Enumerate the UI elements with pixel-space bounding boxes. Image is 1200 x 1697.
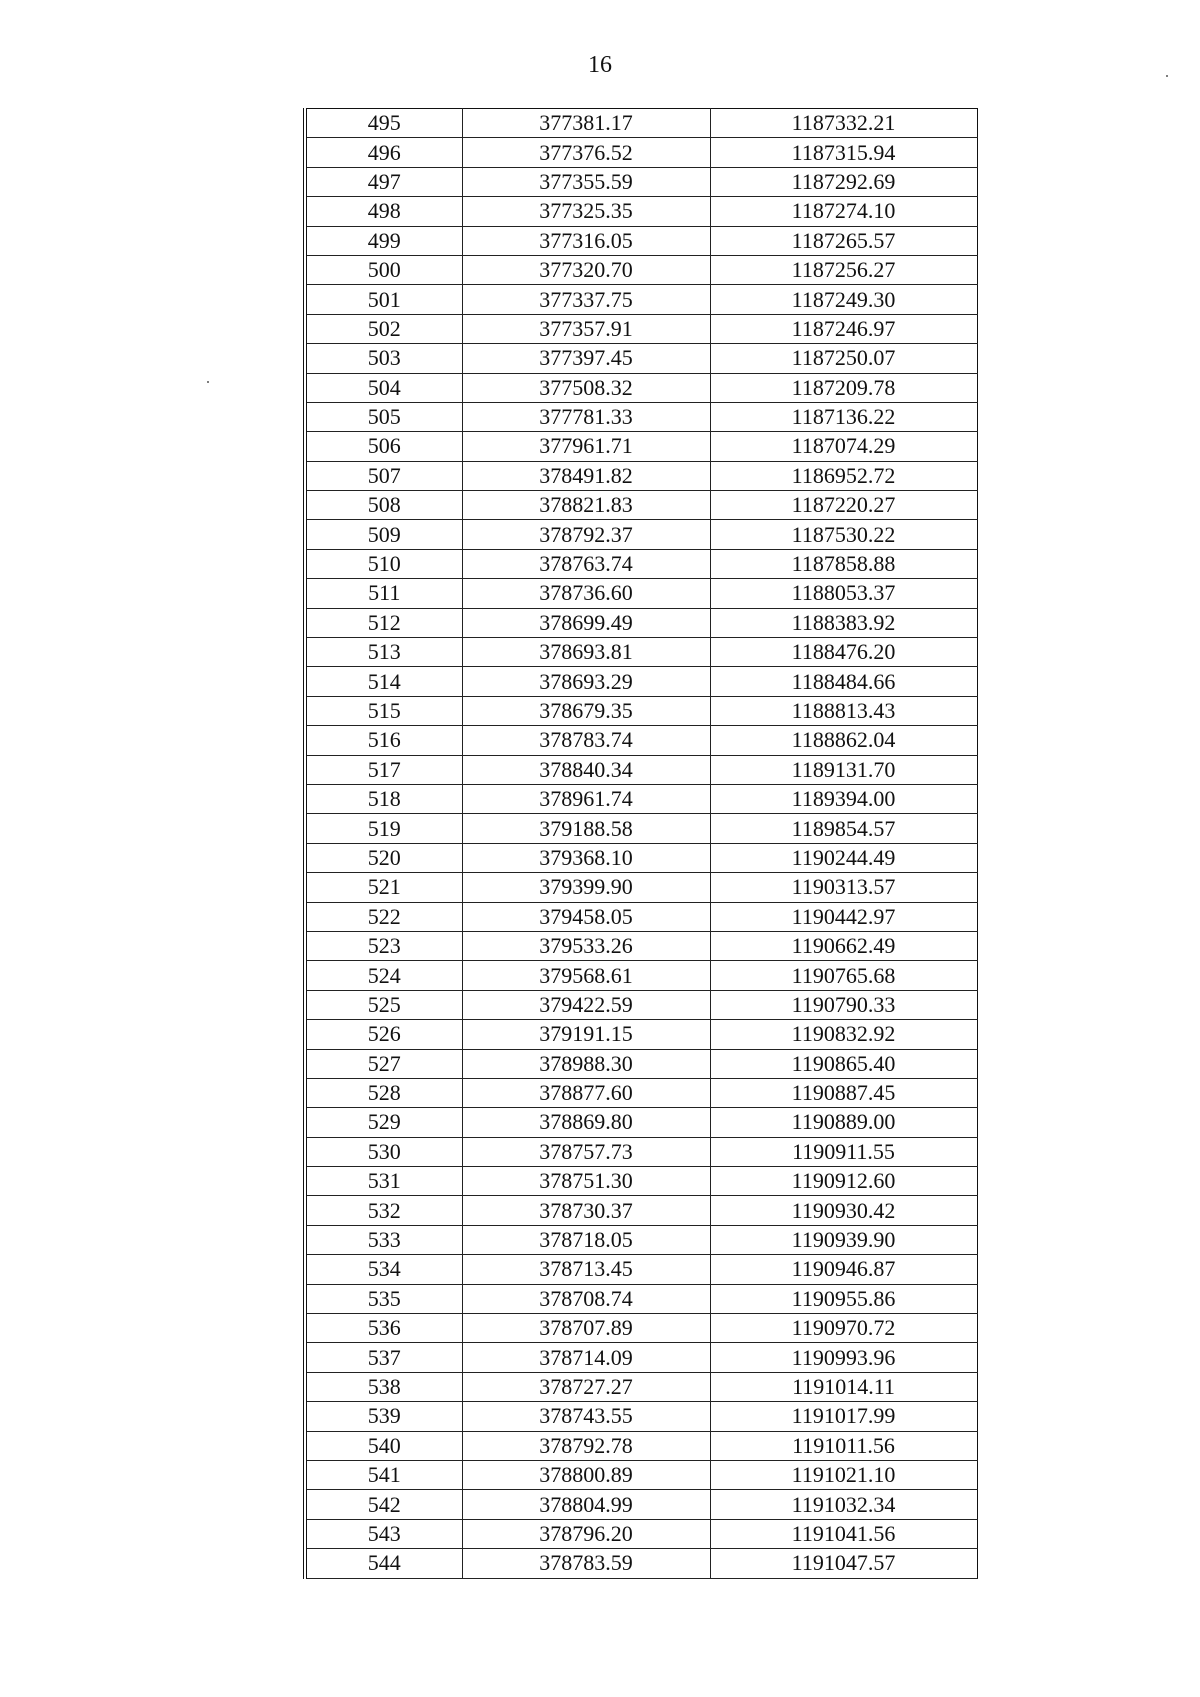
x-coordinate-cell: 378743.55 <box>462 1402 710 1431</box>
x-coordinate-cell: 378751.30 <box>462 1167 710 1196</box>
x-coordinate-cell: 377376.52 <box>462 138 710 167</box>
point-number-cell: 530 <box>305 1137 462 1166</box>
y-coordinate-cell: 1189394.00 <box>710 784 977 813</box>
table-row <box>305 402 977 431</box>
y-coordinate-cell: 1190832.92 <box>710 1020 977 1049</box>
x-coordinate-cell: 378713.45 <box>462 1255 710 1284</box>
y-coordinate-cell: 1190939.90 <box>710 1225 977 1254</box>
x-coordinate-cell: 379533.26 <box>462 931 710 960</box>
table-row <box>305 549 977 578</box>
table-row <box>305 1284 977 1313</box>
table-row <box>305 491 977 520</box>
y-coordinate-cell: 1191032.34 <box>710 1490 977 1519</box>
y-coordinate-cell: 1190946.87 <box>710 1255 977 1284</box>
point-number-cell: 522 <box>305 902 462 931</box>
table-row <box>305 1108 977 1137</box>
x-coordinate-cell: 378877.60 <box>462 1078 710 1107</box>
point-number-cell: 499 <box>305 226 462 255</box>
point-number-cell: 542 <box>305 1490 462 1519</box>
point-number-cell: 537 <box>305 1343 462 1372</box>
point-number-cell: 498 <box>305 197 462 226</box>
point-number-cell: 532 <box>305 1196 462 1225</box>
table-row <box>305 167 977 196</box>
table-row <box>305 1431 977 1460</box>
point-number-cell: 518 <box>305 784 462 813</box>
table-row <box>305 1314 977 1343</box>
point-number-cell: 514 <box>305 667 462 696</box>
table-row <box>305 1137 977 1166</box>
y-coordinate-cell: 1187265.57 <box>710 226 977 255</box>
y-coordinate-cell: 1188383.92 <box>710 608 977 637</box>
x-coordinate-cell: 379422.59 <box>462 990 710 1019</box>
point-number-cell: 535 <box>305 1284 462 1313</box>
x-coordinate-cell: 378714.09 <box>462 1343 710 1372</box>
y-coordinate-cell: 1190765.68 <box>710 961 977 990</box>
point-number-cell: 527 <box>305 1049 462 1078</box>
table-row <box>305 1460 977 1489</box>
page-number: 16 <box>588 52 612 78</box>
y-coordinate-cell: 1187332.21 <box>710 109 977 138</box>
table-row <box>305 1402 977 1431</box>
point-number-cell: 504 <box>305 373 462 402</box>
x-coordinate-cell: 377508.32 <box>462 373 710 402</box>
x-coordinate-cell: 378699.49 <box>462 608 710 637</box>
table-row <box>305 961 977 990</box>
point-number-cell: 531 <box>305 1167 462 1196</box>
point-number-cell: 521 <box>305 873 462 902</box>
x-coordinate-cell: 378707.89 <box>462 1314 710 1343</box>
table-row <box>305 667 977 696</box>
x-coordinate-cell: 378961.74 <box>462 784 710 813</box>
x-coordinate-cell: 377325.35 <box>462 197 710 226</box>
scan-speck <box>207 381 209 383</box>
table-row <box>305 1549 977 1578</box>
x-coordinate-cell: 378757.73 <box>462 1137 710 1166</box>
x-coordinate-cell: 378796.20 <box>462 1519 710 1548</box>
y-coordinate-cell: 1189131.70 <box>710 755 977 784</box>
table-row <box>305 1167 977 1196</box>
y-coordinate-cell: 1187858.88 <box>710 549 977 578</box>
point-number-cell: 541 <box>305 1460 462 1489</box>
table-row <box>305 314 977 343</box>
point-number-cell: 517 <box>305 755 462 784</box>
x-coordinate-cell: 378718.05 <box>462 1225 710 1254</box>
table-row <box>305 255 977 284</box>
x-coordinate-cell: 379399.90 <box>462 873 710 902</box>
table-row <box>305 109 977 138</box>
table-row <box>305 755 977 784</box>
point-number-cell: 520 <box>305 843 462 872</box>
point-number-cell: 540 <box>305 1431 462 1460</box>
x-coordinate-cell: 379568.61 <box>462 961 710 990</box>
table-row <box>305 1519 977 1548</box>
x-coordinate-cell: 378869.80 <box>462 1108 710 1137</box>
point-number-cell: 525 <box>305 990 462 1019</box>
y-coordinate-cell: 1187530.22 <box>710 520 977 549</box>
y-coordinate-cell: 1190442.97 <box>710 902 977 931</box>
x-coordinate-cell: 377381.17 <box>462 109 710 138</box>
table-row <box>305 931 977 960</box>
point-number-cell: 524 <box>305 961 462 990</box>
scan-speck <box>1166 75 1168 77</box>
table-row <box>305 1225 977 1254</box>
y-coordinate-cell: 1187074.29 <box>710 432 977 461</box>
table-row <box>305 373 977 402</box>
x-coordinate-cell: 377320.70 <box>462 255 710 284</box>
table-row <box>305 814 977 843</box>
y-coordinate-cell: 1188484.66 <box>710 667 977 696</box>
x-coordinate-cell: 378804.99 <box>462 1490 710 1519</box>
y-coordinate-cell: 1188813.43 <box>710 696 977 725</box>
table-row <box>305 784 977 813</box>
y-coordinate-cell: 1190889.00 <box>710 1108 977 1137</box>
table-row <box>305 432 977 461</box>
table-row <box>305 138 977 167</box>
y-coordinate-cell: 1190313.57 <box>710 873 977 902</box>
table-row <box>305 843 977 872</box>
y-coordinate-cell: 1187315.94 <box>710 138 977 167</box>
point-number-cell: 516 <box>305 726 462 755</box>
point-number-cell: 533 <box>305 1225 462 1254</box>
x-coordinate-cell: 379191.15 <box>462 1020 710 1049</box>
point-number-cell: 528 <box>305 1078 462 1107</box>
y-coordinate-cell: 1190244.49 <box>710 843 977 872</box>
table-row <box>305 461 977 490</box>
point-number-cell: 513 <box>305 638 462 667</box>
point-number-cell: 544 <box>305 1549 462 1578</box>
point-number-cell: 502 <box>305 314 462 343</box>
table-row <box>305 726 977 755</box>
y-coordinate-cell: 1191014.11 <box>710 1372 977 1401</box>
x-coordinate-cell: 379458.05 <box>462 902 710 931</box>
x-coordinate-cell: 379368.10 <box>462 843 710 872</box>
point-number-cell: 526 <box>305 1020 462 1049</box>
y-coordinate-cell: 1191017.99 <box>710 1402 977 1431</box>
table-row <box>305 696 977 725</box>
coordinates-table-body <box>305 109 977 1579</box>
y-coordinate-cell: 1190911.55 <box>710 1137 977 1166</box>
table-row <box>305 285 977 314</box>
y-coordinate-cell: 1187250.07 <box>710 344 977 373</box>
x-coordinate-cell: 377397.45 <box>462 344 710 373</box>
y-coordinate-cell: 1188476.20 <box>710 638 977 667</box>
x-coordinate-cell: 378693.81 <box>462 638 710 667</box>
point-number-cell: 523 <box>305 931 462 960</box>
x-coordinate-cell: 378792.78 <box>462 1431 710 1460</box>
table-row <box>305 1196 977 1225</box>
x-coordinate-cell: 378783.74 <box>462 726 710 755</box>
x-coordinate-cell: 378792.37 <box>462 520 710 549</box>
y-coordinate-cell: 1189854.57 <box>710 814 977 843</box>
coordinates-table <box>303 108 978 1579</box>
point-number-cell: 512 <box>305 608 462 637</box>
x-coordinate-cell: 377961.71 <box>462 432 710 461</box>
table-row <box>305 902 977 931</box>
table-row <box>305 1020 977 1049</box>
table-row <box>305 1490 977 1519</box>
point-number-cell: 496 <box>305 138 462 167</box>
y-coordinate-cell: 1190887.45 <box>710 1078 977 1107</box>
x-coordinate-cell: 378821.83 <box>462 491 710 520</box>
table-row <box>305 520 977 549</box>
point-number-cell: 511 <box>305 579 462 608</box>
table-row <box>305 344 977 373</box>
point-number-cell: 534 <box>305 1255 462 1284</box>
y-coordinate-cell: 1187209.78 <box>710 373 977 402</box>
point-number-cell: 495 <box>305 109 462 138</box>
point-number-cell: 509 <box>305 520 462 549</box>
table-row <box>305 638 977 667</box>
y-coordinate-cell: 1187292.69 <box>710 167 977 196</box>
point-number-cell: 539 <box>305 1402 462 1431</box>
y-coordinate-cell: 1190955.86 <box>710 1284 977 1313</box>
y-coordinate-cell: 1190662.49 <box>710 931 977 960</box>
point-number-cell: 506 <box>305 432 462 461</box>
x-coordinate-cell: 378491.82 <box>462 461 710 490</box>
x-coordinate-cell: 378763.74 <box>462 549 710 578</box>
point-number-cell: 543 <box>305 1519 462 1548</box>
y-coordinate-cell: 1187136.22 <box>710 402 977 431</box>
y-coordinate-cell: 1187249.30 <box>710 285 977 314</box>
x-coordinate-cell: 378730.37 <box>462 1196 710 1225</box>
y-coordinate-cell: 1191021.10 <box>710 1460 977 1489</box>
point-number-cell: 536 <box>305 1314 462 1343</box>
x-coordinate-cell: 378840.34 <box>462 755 710 784</box>
table-row <box>305 608 977 637</box>
y-coordinate-cell: 1191041.56 <box>710 1519 977 1548</box>
table-row <box>305 873 977 902</box>
table-row <box>305 1078 977 1107</box>
point-number-cell: 538 <box>305 1372 462 1401</box>
x-coordinate-cell: 377355.59 <box>462 167 710 196</box>
y-coordinate-cell: 1191011.56 <box>710 1431 977 1460</box>
x-coordinate-cell: 379188.58 <box>462 814 710 843</box>
x-coordinate-cell: 377337.75 <box>462 285 710 314</box>
x-coordinate-cell: 377781.33 <box>462 402 710 431</box>
point-number-cell: 497 <box>305 167 462 196</box>
table-row <box>305 197 977 226</box>
point-number-cell: 500 <box>305 255 462 284</box>
y-coordinate-cell: 1187246.97 <box>710 314 977 343</box>
y-coordinate-cell: 1187256.27 <box>710 255 977 284</box>
point-number-cell: 505 <box>305 402 462 431</box>
y-coordinate-cell: 1187274.10 <box>710 197 977 226</box>
table-row <box>305 1255 977 1284</box>
y-coordinate-cell: 1188862.04 <box>710 726 977 755</box>
y-coordinate-cell: 1190993.96 <box>710 1343 977 1372</box>
table-row <box>305 1049 977 1078</box>
y-coordinate-cell: 1190930.42 <box>710 1196 977 1225</box>
y-coordinate-cell: 1190912.60 <box>710 1167 977 1196</box>
y-coordinate-cell: 1186952.72 <box>710 461 977 490</box>
x-coordinate-cell: 378988.30 <box>462 1049 710 1078</box>
x-coordinate-cell: 378727.27 <box>462 1372 710 1401</box>
table-row <box>305 579 977 608</box>
x-coordinate-cell: 378693.29 <box>462 667 710 696</box>
y-coordinate-cell: 1190970.72 <box>710 1314 977 1343</box>
table-row <box>305 990 977 1019</box>
x-coordinate-cell: 377357.91 <box>462 314 710 343</box>
table-row <box>305 1372 977 1401</box>
table-row <box>305 226 977 255</box>
x-coordinate-cell: 378783.59 <box>462 1549 710 1578</box>
y-coordinate-cell: 1187220.27 <box>710 491 977 520</box>
x-coordinate-cell: 378679.35 <box>462 696 710 725</box>
point-number-cell: 510 <box>305 549 462 578</box>
point-number-cell: 507 <box>305 461 462 490</box>
y-coordinate-cell: 1188053.37 <box>710 579 977 608</box>
x-coordinate-cell: 378800.89 <box>462 1460 710 1489</box>
x-coordinate-cell: 377316.05 <box>462 226 710 255</box>
point-number-cell: 508 <box>305 491 462 520</box>
y-coordinate-cell: 1190790.33 <box>710 990 977 1019</box>
y-coordinate-cell: 1190865.40 <box>710 1049 977 1078</box>
point-number-cell: 519 <box>305 814 462 843</box>
point-number-cell: 529 <box>305 1108 462 1137</box>
x-coordinate-cell: 378708.74 <box>462 1284 710 1313</box>
x-coordinate-cell: 378736.60 <box>462 579 710 608</box>
point-number-cell: 515 <box>305 696 462 725</box>
point-number-cell: 501 <box>305 285 462 314</box>
table-row <box>305 1343 977 1372</box>
y-coordinate-cell: 1191047.57 <box>710 1549 977 1578</box>
point-number-cell: 503 <box>305 344 462 373</box>
